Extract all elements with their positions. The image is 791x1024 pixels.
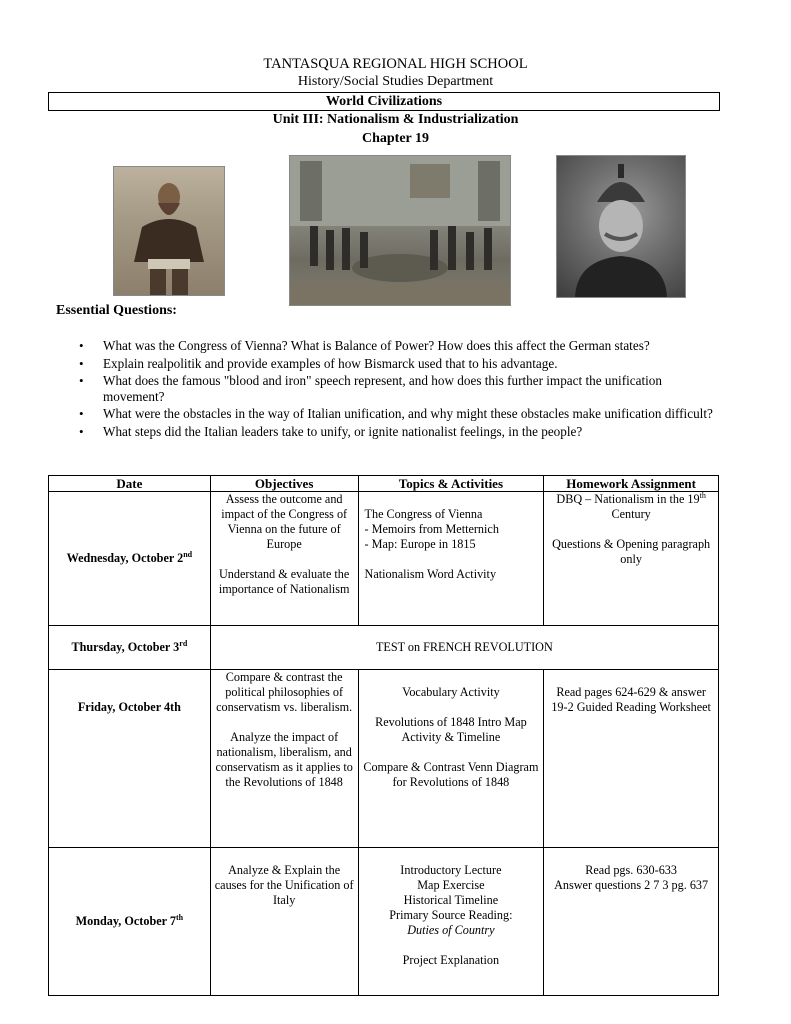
table-row	[49, 670, 719, 848]
objective-text: Assess the outcome and impact of the Congress of Vienna on the future of Europe	[221, 492, 348, 551]
date-cell	[49, 848, 211, 996]
unit-title: Unit III: Nationalism & Industrialization	[272, 112, 519, 127]
topic-text: Nationalism Word Activity	[364, 567, 497, 581]
congress-of-vienna-painting-image	[289, 155, 511, 306]
test-event-text: TEST on FRENCH REVOLUTION	[375, 640, 553, 654]
objectives-cell	[210, 848, 358, 996]
table-row	[49, 492, 719, 626]
objective-text: Analyze the impact of nationalism, liberalism, and conservatism as it applies to the Revolutions of 1848	[215, 730, 353, 789]
date-text: Wednesday, October 2	[66, 551, 184, 565]
column-header-homework: Homework Assignment	[544, 476, 719, 492]
schedule-table	[48, 475, 719, 996]
topic-text: Revolutions of 1848 Intro Map Activity & Timeline	[375, 715, 527, 744]
homework-suffix: th	[699, 490, 706, 500]
homework-text: Read pgs. 630-633	[585, 863, 677, 877]
department-name: History/Social Studies Department	[297, 74, 494, 89]
objectives-cell	[210, 670, 358, 848]
essential-questions-list	[103, 338, 713, 441]
topics-cell	[358, 492, 544, 626]
topic-text: The Congress of Vienna	[364, 507, 483, 521]
table-row	[49, 848, 719, 996]
topic-text: Vocabulary Activity	[402, 685, 500, 699]
homework-cell	[544, 670, 719, 848]
homework-text: Answer questions 2 7 3 pg. 637	[554, 878, 709, 892]
homework-text: Read pages 624-629 & answer 19-2 Guided Reading Worksheet	[551, 685, 711, 714]
topic-text: Introductory Lecture	[400, 863, 502, 877]
column-header-date: Date	[49, 476, 211, 492]
topics-cell	[358, 670, 544, 848]
course-title: World Civilizations	[48, 92, 720, 111]
objectives-cell	[210, 492, 358, 626]
topic-text: Compare & Contrast Venn Diagram for Revolutions of 1848	[363, 760, 539, 789]
homework-text	[547, 492, 715, 507]
topic-text: - Map: Europe in 1815	[364, 537, 476, 551]
date-text: Thursday, October 3	[71, 640, 180, 654]
topic-text: - Memoirs from Metternich	[364, 522, 499, 536]
topic-text: Historical Timeline	[403, 893, 499, 907]
homework-cell	[544, 848, 719, 996]
topic-text: Project Explanation	[402, 953, 500, 967]
merged-event-cell	[210, 626, 718, 670]
homework-cell	[544, 492, 719, 626]
list-item: • What steps did the Italian leaders take to unify, or ignite nationalist feelings, in the people?	[103, 424, 713, 440]
list-item: • Explain realpolitik and provide examples of how Bismarck used that to his advantage.	[103, 356, 713, 372]
topic-text: Duties of Country	[407, 923, 495, 937]
list-item: • What were the obstacles in the way of Italian unification, and why might these obstacles make unification difficult?	[103, 406, 713, 422]
objective-text: Understand & evaluate the importance of Nationalism	[218, 567, 350, 596]
column-header-topics: Topics & Activities	[358, 476, 544, 492]
objective-text: Analyze & Explain the causes for the Unification of Italy	[214, 863, 354, 907]
list-item: • What was the Congress of Vienna? What is Balance of Power? How does this affect the German states?	[103, 338, 713, 354]
date-cell	[49, 626, 211, 670]
table-header-row	[49, 476, 719, 492]
topic-text: Primary Source Reading:	[389, 908, 513, 922]
date-suffix: nd	[183, 549, 193, 559]
garibaldi-portrait-image	[113, 166, 225, 296]
homework-text: Century	[611, 507, 651, 521]
date-text: Friday, October 4th	[77, 700, 181, 714]
objective-text: Compare & contrast the political philosophies of conservatism vs. liberalism.	[216, 670, 353, 714]
school-name: TANTASQUA REGIONAL HIGH SCHOOL	[263, 56, 528, 72]
bismarck-portrait-image	[556, 155, 686, 298]
table-row	[49, 626, 719, 670]
column-header-objectives: Objectives	[210, 476, 358, 492]
date-suffix: th	[175, 912, 184, 922]
chapter-title: Chapter 19	[361, 131, 430, 146]
topic-text: Map Exercise	[417, 878, 485, 892]
list-item: • What does the famous "blood and iron" speech represent, and how does this further impact the unification movement?	[103, 373, 713, 404]
homework-text-part: DBQ – Nationalism in the 19	[556, 492, 700, 506]
date-cell	[49, 492, 211, 626]
homework-text: Questions & Opening paragraph only	[552, 537, 711, 566]
date-cell	[49, 670, 211, 848]
essential-questions-heading: Essential Questions:	[56, 303, 177, 318]
date-suffix: rd	[179, 638, 188, 648]
date-text: Monday, October 7	[75, 914, 176, 928]
topics-cell	[358, 848, 544, 996]
